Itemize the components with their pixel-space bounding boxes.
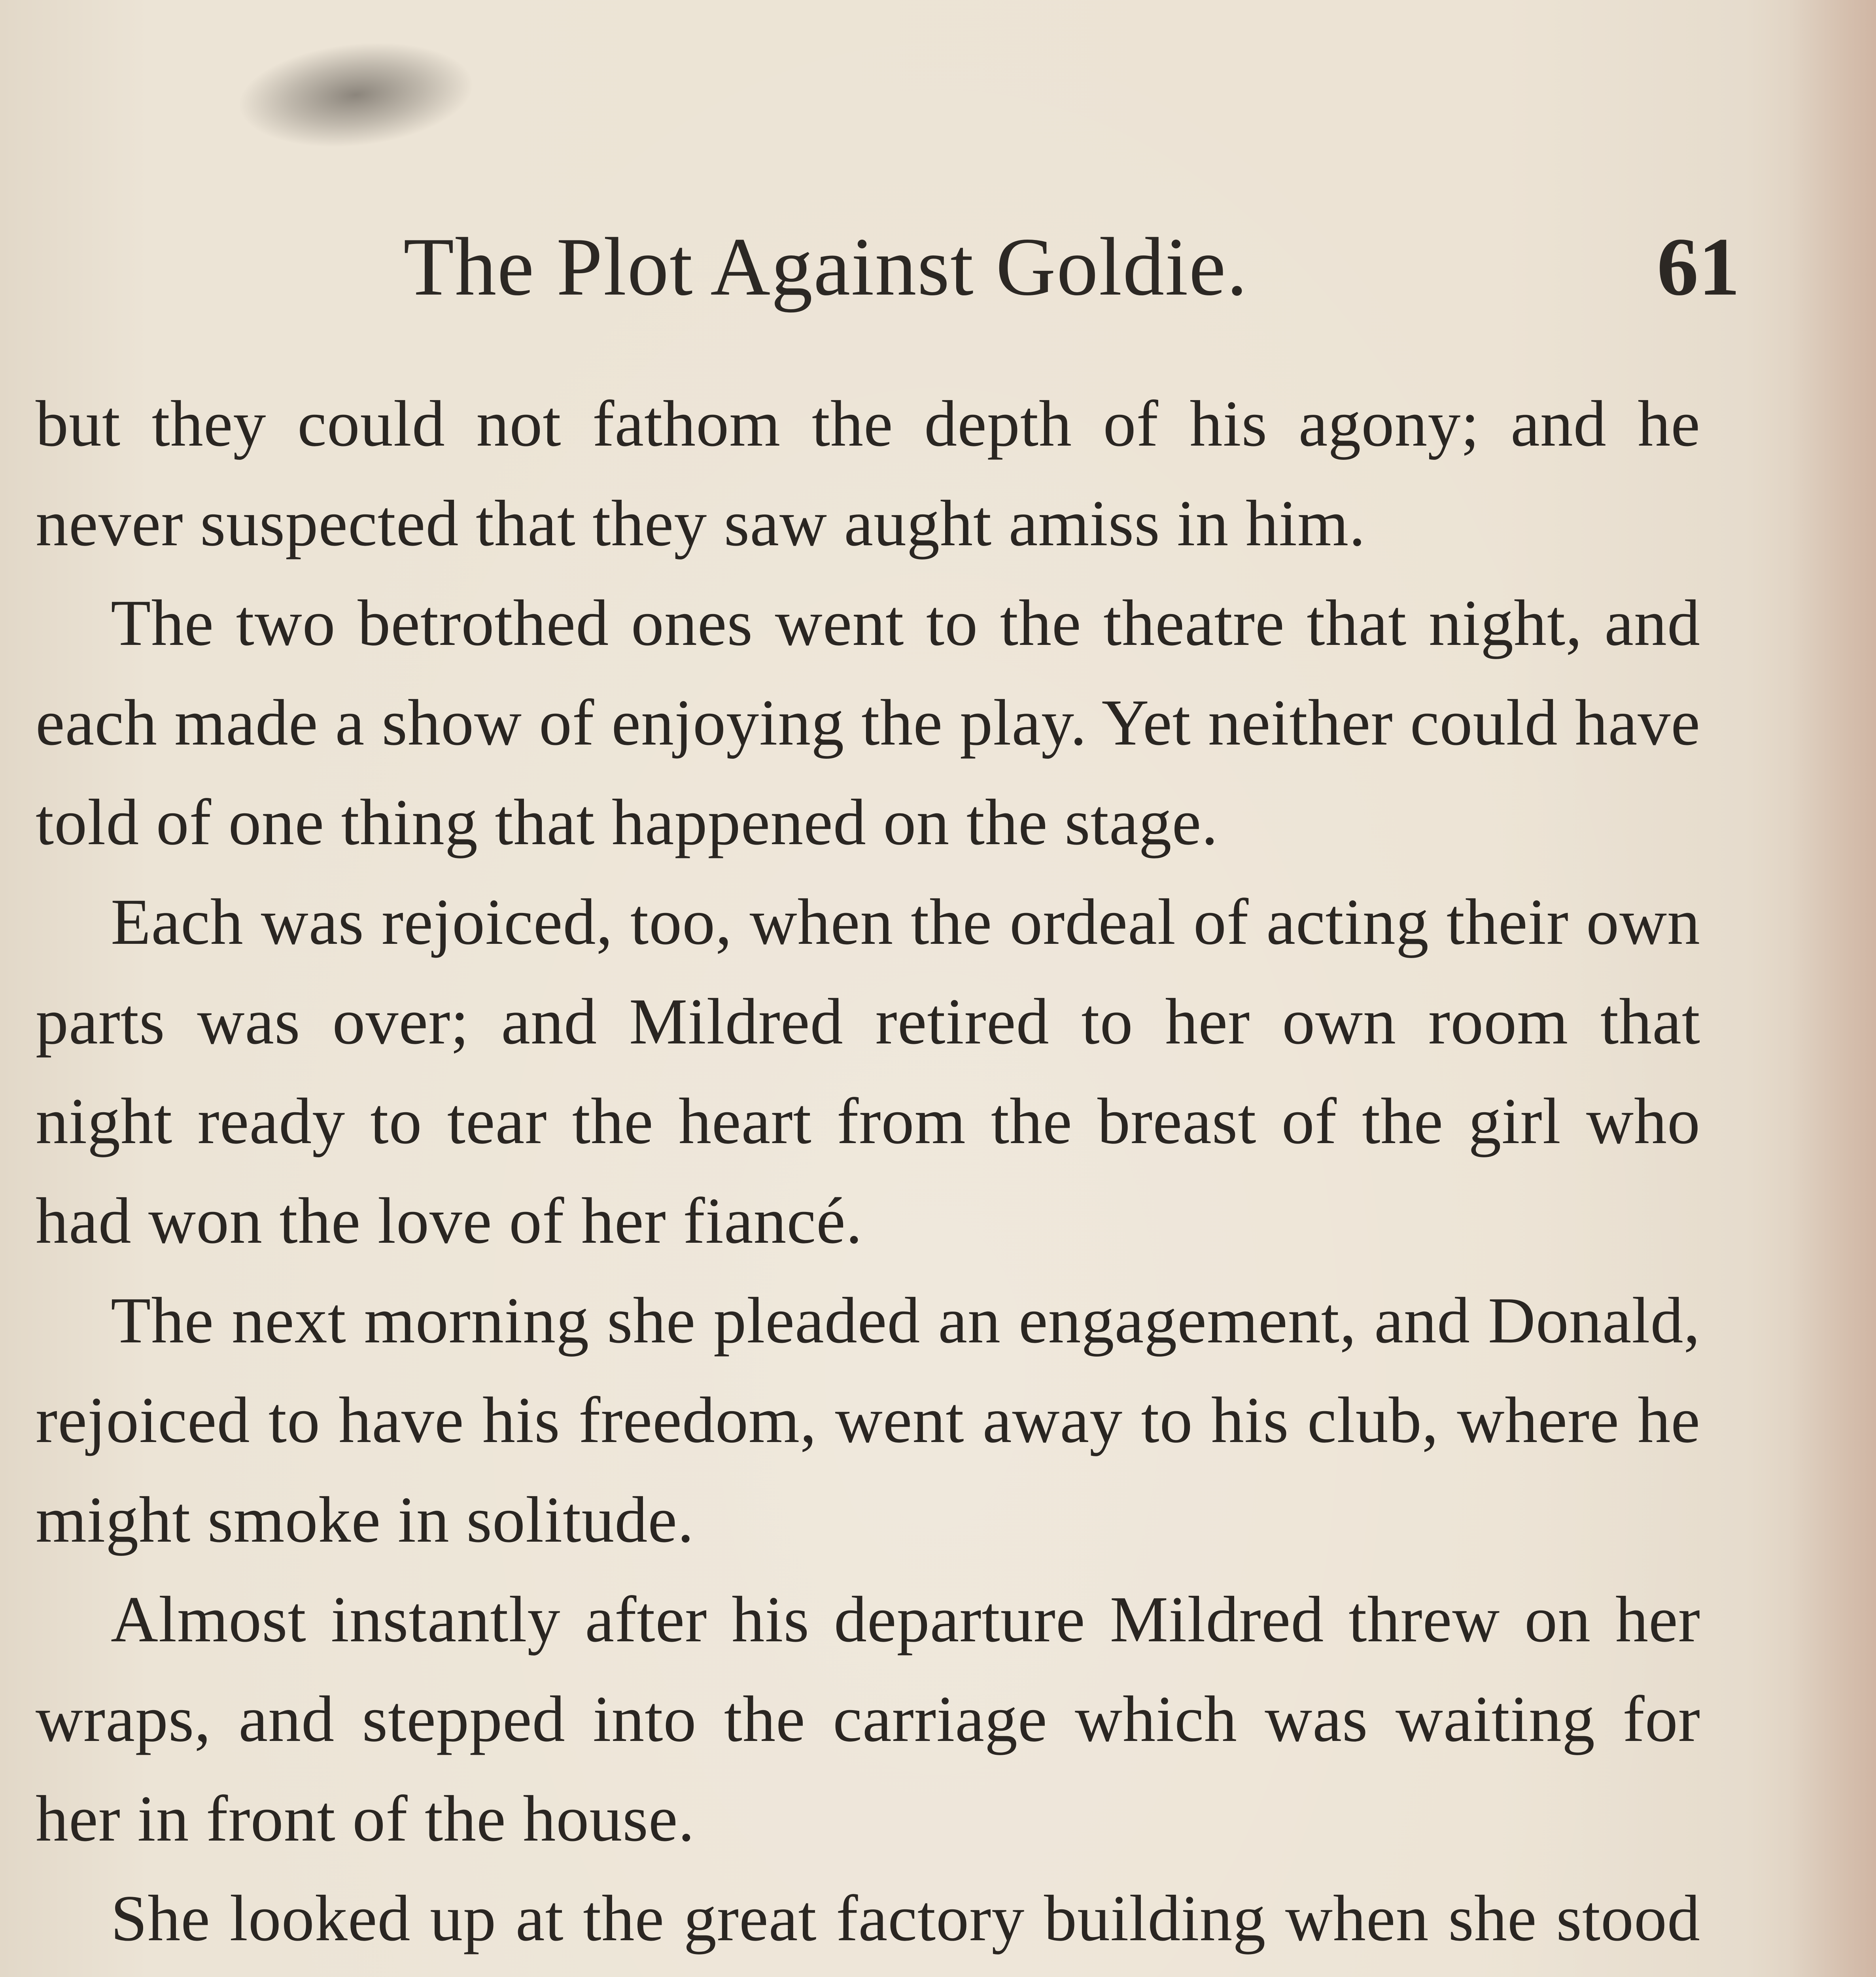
paragraph-1: but they could not fathom the depth of his agony; and he never suspected that they saw aught amiss in him.	[36, 387, 1700, 559]
page-header	[403, 214, 1740, 320]
ink-smudge	[233, 31, 479, 158]
paragraph-6: She looked up at the great factory building when she stood	[111, 1882, 1700, 1954]
running-title: The Plot Against Goldie.	[403, 221, 1248, 313]
page-number: 61	[1657, 221, 1740, 313]
paragraph-4: The next morning she pleaded an engagement, and Donald, rejoiced to have his freedom, went away to his club, where he might smoke in solitude.	[36, 1284, 1700, 1556]
body-text	[36, 374, 1700, 1977]
paragraph-5: Almost instantly after his departure Mildred threw on her wraps, and stepped into the carriage which was waiting for her in front of the house.	[36, 1583, 1700, 1855]
page-edge-shade	[1789, 0, 1876, 1977]
paragraph-3: Each was rejoiced, too, when the ordeal of acting their own parts was over; and Mildred retired to her own room that night ready to tear the heart from the breast of the girl who had won the love of her fiancé.	[36, 885, 1700, 1257]
paragraph-2: The two betrothed ones went to the theatre that night, and each made a show of enjoying the play. Yet neither could have told of one thing that happened on the stage.	[36, 586, 1700, 858]
